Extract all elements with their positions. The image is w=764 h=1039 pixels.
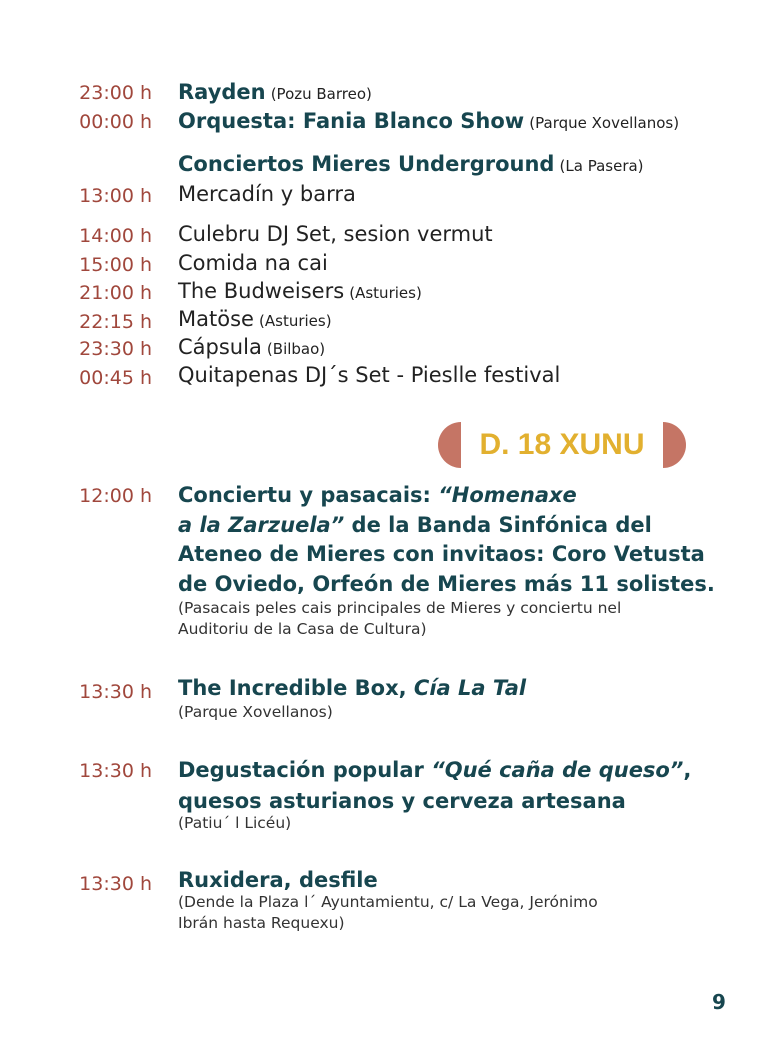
event-time: 15:00 h: [79, 254, 152, 276]
event-note: (Parque Xovellanos): [178, 703, 333, 721]
event-title-line: quesos asturianos y cerveza artesana: [178, 789, 626, 813]
event-place: (Asturies): [259, 312, 332, 330]
event-concert: [178, 481, 715, 599]
event-title-italic: “Qué caña de queso”: [431, 758, 684, 782]
underground-place: (La Pasera): [559, 157, 644, 175]
event-note-line: Ibrán hasta Requexu): [178, 914, 345, 932]
event-title: Comida na cai: [178, 251, 328, 275]
event-incredible-box: [178, 675, 526, 703]
list-item: [178, 362, 560, 390]
event-time: 13:30 h: [79, 873, 152, 895]
event-ruxidera: [178, 867, 378, 895]
event-title-line: de Oviedo, Orfeón de Mieres más 11 solistes.: [178, 571, 715, 596]
event-time: 23:00 h: [79, 82, 152, 104]
event-title: The Budweisers: [178, 279, 345, 303]
event-time: 00:00 h: [79, 111, 152, 133]
list-item: [178, 221, 493, 249]
day-banner-title: D. 18 XUNU: [479, 428, 645, 461]
event-time: 12:00 h: [79, 485, 152, 507]
event-title: Quitapenas DJ´s Set - Pieslle festival: [178, 363, 561, 387]
event-place: (Pozu Barreo): [270, 85, 372, 103]
list-item: [178, 306, 332, 334]
event-title-rest: de la Banda Sinfónica del: [344, 512, 652, 537]
event-time: 13:30 h: [79, 681, 152, 703]
event-rayden: [178, 79, 372, 107]
event-place: (Bilbao): [266, 340, 326, 358]
event-title-line: [178, 755, 691, 786]
event-title-lead: Degustación popular: [178, 758, 432, 782]
page-number: 9: [712, 990, 726, 1014]
event-title: Mercadín y barra: [178, 182, 356, 206]
event-time: 23:30 h: [79, 338, 152, 360]
event-title-tail: ,: [683, 758, 692, 782]
event-time: 22:15 h: [79, 311, 152, 333]
underground-header: [178, 151, 644, 179]
event-time: 13:30 h: [79, 760, 152, 782]
event-title-line: Ateneo de Mieres con invitaos: Coro Vetusta: [178, 542, 705, 566]
event-title: [178, 676, 526, 700]
event-title-italic: “Homenaxe: [438, 483, 577, 507]
event-place: (Parque Xovellanos): [529, 114, 680, 132]
event-note: [178, 892, 698, 934]
event-note-line: (Dende la Plaza l´ Ayuntamientu, c/ La Vega, Jerónimo: [178, 893, 598, 911]
event-title: Rayden: [178, 80, 266, 104]
list-item: [178, 334, 325, 362]
day-banner: [438, 422, 686, 468]
event-title: Culebru DJ Set, sesion vermut: [178, 222, 493, 246]
event-time: 13:00 h: [79, 185, 152, 207]
underground-title: Conciertos Mieres Underground: [178, 152, 555, 176]
event-title: Orquesta: Fania Blanco Show: [178, 109, 525, 133]
event-title-italic: a la Zarzuela”: [178, 512, 345, 537]
event-degustacion: [178, 755, 691, 817]
event-place: (Asturies): [349, 284, 422, 302]
event-note: [178, 598, 698, 640]
event-time: 00:45 h: [79, 367, 152, 389]
event-title: Matöse: [178, 307, 254, 331]
event-time: 21:00 h: [79, 282, 152, 304]
event-title-italic: Cía La Tal: [413, 676, 527, 700]
event-title-lead: The Incredible Box,: [178, 676, 414, 700]
list-item: [178, 181, 356, 209]
event-orquesta: [178, 108, 679, 136]
event-note: (Patiu´ l Licéu): [178, 814, 292, 832]
event-title: Ruxidera, desfile: [178, 868, 378, 892]
event-note-line: (Pasacais peles cais principales de Mieres y conciertu nel: [178, 599, 622, 617]
event-title: Cápsula: [178, 335, 262, 359]
event-note-line: Auditoriu de la Casa de Cultura): [178, 620, 427, 638]
event-time: 14:00 h: [79, 225, 152, 247]
list-item: [178, 250, 328, 278]
event-title-line: [178, 511, 715, 541]
event-title-lead: Conciertu y pasacais:: [178, 483, 439, 507]
list-item: [178, 278, 422, 306]
event-title-line: [178, 481, 715, 511]
